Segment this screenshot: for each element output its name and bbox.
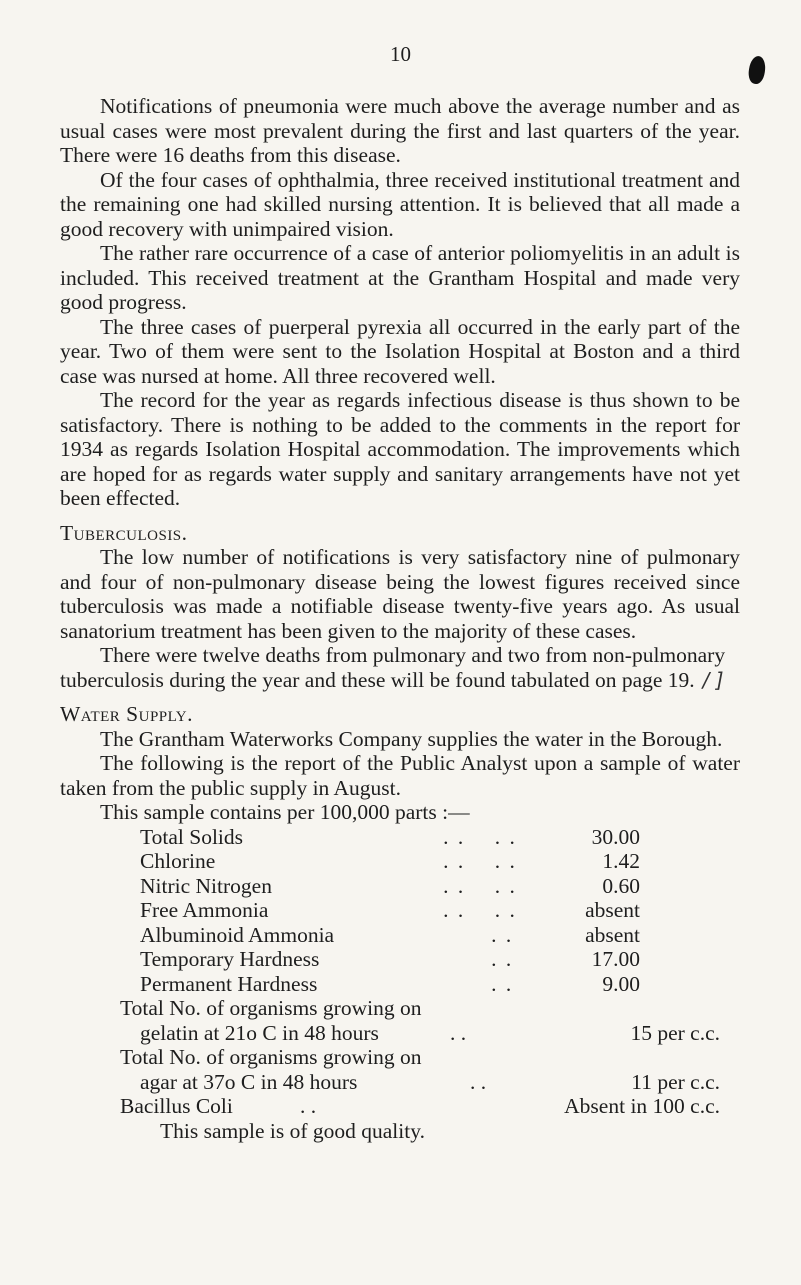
leader-dots: . . . . — [443, 898, 517, 922]
analysis-row — [140, 947, 640, 972]
analysis-row — [140, 923, 640, 948]
water-analysis-section — [60, 800, 740, 1143]
bacillus-coli-name: Bacillus Coli — [120, 1094, 233, 1118]
sample-intro: This sample contains per 100,000 parts :— — [100, 800, 470, 824]
water-supply-paragraph: The Grantham Waterworks Company supplies the water in the Borough. — [100, 726, 723, 751]
tuberculosis-heading: Tuberculosis. — [60, 520, 188, 545]
leader-dots: . . — [470, 1069, 487, 1094]
bacillus-coli-value: Absent in 100 c.c. — [564, 1094, 720, 1118]
organisms-37-line-1: Total No. of organisms growing on — [120, 1045, 422, 1069]
pneumonia-paragraph: Notifications of pneumonia were much above the average number and as usual cases were most prevalent during the first and last quarters of the year. There were 16 deaths from this disease. — [60, 94, 740, 167]
organisms-21-value: 15 per c.c. — [630, 1020, 720, 1045]
water-analysis-table — [140, 825, 640, 997]
analysis-value: 30.00 — [591, 824, 640, 849]
analysis-name: Total Solids — [140, 824, 244, 849]
analysis-name: Permanent Hardness — [140, 971, 318, 996]
public-analyst-paragraph: The following is the report of the Public Analyst upon a sample of water taken from the public supply in August. — [60, 751, 740, 800]
organisms-37-entry — [120, 1045, 720, 1094]
water-supply-heading: Water Supply. — [60, 702, 194, 726]
analysis-value: 9.00 — [602, 971, 640, 996]
leader-dots: . . — [446, 971, 514, 996]
leader-dots: . . . . — [443, 824, 517, 849]
organisms-37-value: 11 per c.c. — [631, 1069, 720, 1094]
analysis-value: absent — [585, 922, 640, 947]
poliomyelitis-paragraph: The rather rare occurrence of a case of anterior poliomyelitis in an adult is included. This received treatment at the Grantham Hospital and made very good progress. — [60, 241, 740, 314]
leader-dots: . . — [300, 1094, 317, 1118]
analysis-name: Albuminoid Ammonia — [140, 922, 335, 947]
sample-conclusion: This sample is of good quality. — [160, 1118, 425, 1143]
handwritten-page-note: / ] — [702, 667, 724, 692]
analysis-value: 17.00 — [591, 947, 640, 971]
tuberculosis-notifications-paragraph: The low number of notifications is very satisfactory nine of pulmonary and four of non-pulmonary disease being the lowest figures received since tuberculosis was made a notifiable disease twenty-five years ago. As usual sanatorium treatment has been given to the majority of these cases. — [60, 545, 740, 643]
bacillus-coli-entry — [120, 1094, 720, 1119]
tuberculosis-deaths-text: There were twelve deaths from pulmonary and two from non-pulmonary tuberculosis during the year and these will be found tabulated on page 19. — [60, 643, 726, 692]
infectious-disease-summary-paragraph: The record for the year as regards infectious disease is thus shown to be satisfactory. There is nothing to be added to the comments in the report for 1934 as regards Isolation Hospital accommodation. The improvements which are hoped for as regards water supply and sanitary arrangements have not yet been effected. — [60, 388, 740, 510]
analysis-row — [140, 825, 640, 850]
leader-dots: . . . . — [443, 849, 517, 873]
document-body — [60, 94, 740, 1143]
organisms-21-line-1: Total No. of organisms growing on — [120, 996, 422, 1020]
analysis-value: 1.42 — [602, 849, 640, 873]
analysis-row — [140, 874, 640, 899]
leader-dots: . . — [446, 947, 514, 971]
analysis-name: Nitric Nitrogen — [140, 873, 272, 898]
puerperal-pyrexia-paragraph: The three cases of puerperal pyrexia all occurred in the early part of the year. Two of them were sent to the Isolation Hospital at Boston and a third case was nursed at home. All three recovered well. — [60, 314, 740, 388]
organisms-21-line-2: gelatin at 21o C in 48 hours — [140, 1020, 379, 1045]
ophthalmia-paragraph: Of the four cases of ophthalmia, three received institutional treatment and the remaining one had skilled nursing attention. It is believed that all made a good recovery with unimpaired vision. — [60, 167, 740, 241]
page-number: 10 — [390, 42, 411, 66]
analysis-value: 0.60 — [602, 873, 640, 898]
analysis-row — [140, 972, 640, 997]
leader-dots: . . . . — [443, 873, 517, 898]
organisms-37-line-2: agar at 37o C in 48 hours — [140, 1069, 358, 1094]
analysis-value: absent — [585, 898, 640, 922]
analysis-row — [140, 849, 640, 874]
analysis-name: Free Ammonia — [140, 898, 269, 922]
analysis-name: Temporary Hardness — [140, 947, 320, 971]
leader-dots: . . — [446, 922, 514, 947]
analysis-row — [140, 898, 640, 923]
leader-dots: . . — [450, 1020, 467, 1045]
analysis-name: Chlorine — [140, 849, 216, 873]
tuberculosis-deaths-paragraph — [60, 643, 740, 692]
organisms-21-entry — [120, 996, 720, 1045]
